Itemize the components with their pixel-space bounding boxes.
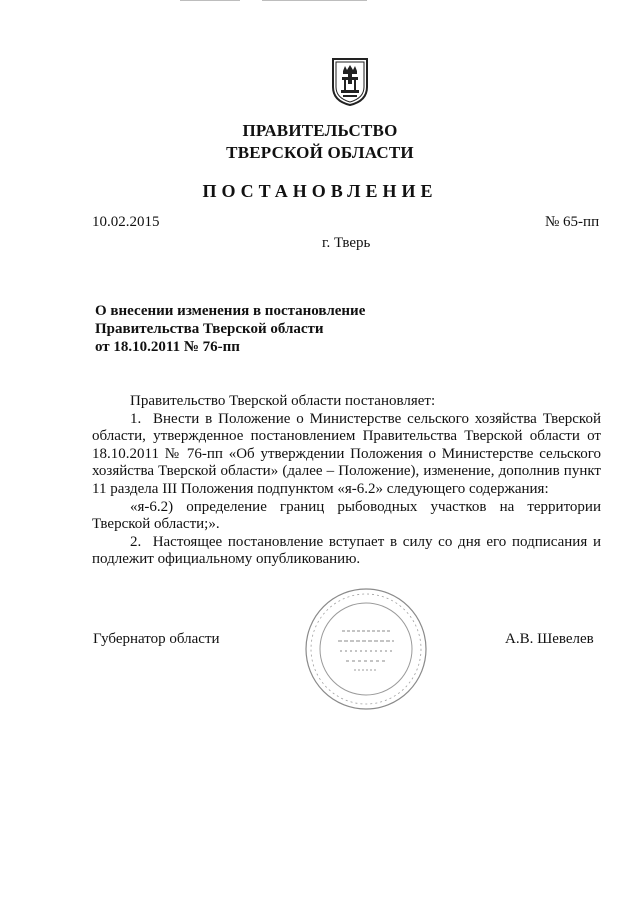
subject-line-1: О внесении изменения в постановление: [95, 303, 366, 319]
body-clause-2: 2. Настоящее постановление вступает в силу со дня его подписания и подлежит официальному опубликованию.: [92, 533, 601, 568]
body-clause-1: 1. Внести в Положение о Министерстве сельского хозяйства Тверской области, утвержденное постановлением Правительства Тверской области от 18.10.2011 № 76-пп «Об утверждении Положения о Министерстве сельского хозяйства Тверской области» (далее – Положение), изменение, дополнив пункт 11 раздела III Положения подпунктом «я-6.2» следующего содержания:: [92, 410, 601, 497]
document-type-title: ПОСТАНОВЛЕНИЕ: [202, 181, 438, 201]
org-name-line-2: ТВЕРСКОЙ ОБЛАСТИ: [226, 143, 414, 162]
scan-top-line: [262, 0, 367, 1]
document-subject: [95, 302, 475, 356]
body-intro: Правительство Тверской области постановляет:: [130, 393, 436, 409]
signatory-name: А.В. Шевелев: [505, 631, 594, 647]
document-date: 10.02.2015: [92, 214, 160, 230]
document-body: [92, 393, 601, 569]
subject-line-3: от 18.10.2011 № 76-пп: [95, 339, 240, 355]
official-seal-stamp: [302, 585, 430, 713]
body-clause-1-quote: «я-6.2) определение границ рыбоводных участков на территории Тверской области;».: [92, 498, 601, 533]
org-name-line-1: ПРАВИТЕЛЬСТВО: [242, 121, 398, 140]
coat-of-arms-icon: [330, 57, 370, 107]
document-number: № 65-пп: [545, 214, 600, 230]
subject-line-2: Правительства Тверской области: [95, 321, 324, 337]
document-city: г. Тверь: [322, 235, 371, 251]
scan-top-line: [180, 0, 240, 1]
signatory-position: Губернатор области: [93, 631, 220, 647]
